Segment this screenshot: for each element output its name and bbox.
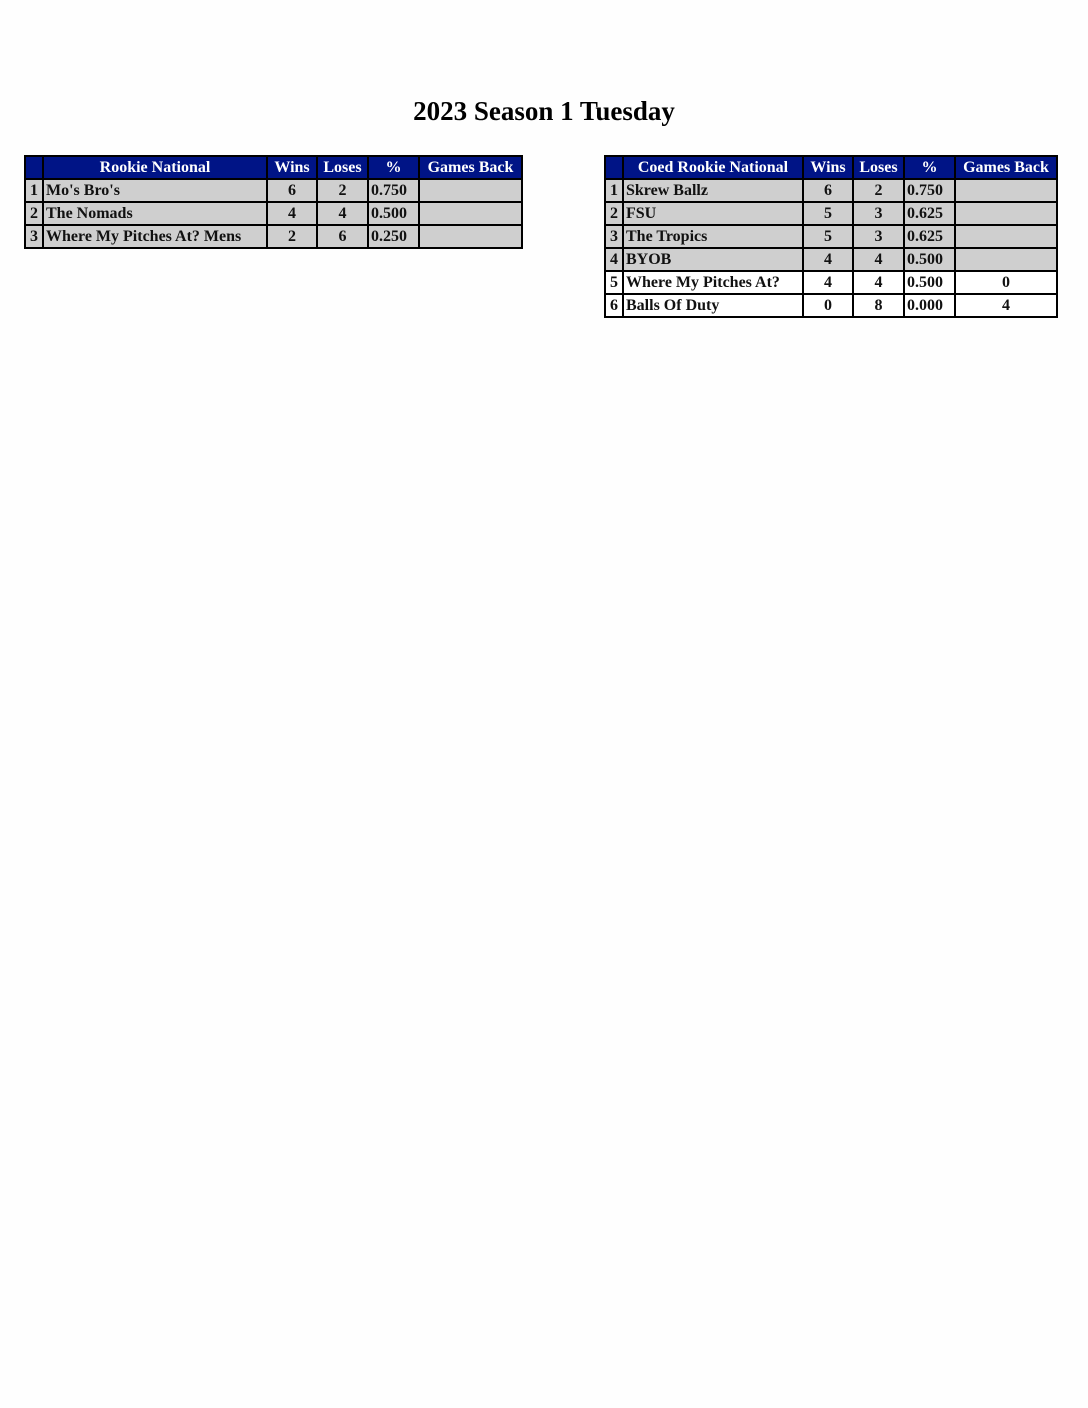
page-title: 2023 Season 1 Tuesday <box>413 96 675 126</box>
pct-cell: 0.750 <box>368 179 419 202</box>
table-header-row <box>605 156 1057 179</box>
loses-cell: 8 <box>853 294 904 317</box>
loses-header: Loses <box>853 156 904 179</box>
pct-cell: 0.750 <box>904 179 955 202</box>
loses-cell: 4 <box>317 202 368 225</box>
team-cell: Skrew Ballz <box>623 179 803 202</box>
pct-cell: 0.250 <box>368 225 419 248</box>
wins-cell: 5 <box>803 225 853 248</box>
games-back-header: Games Back <box>955 156 1057 179</box>
wins-cell: 0 <box>803 294 853 317</box>
games-back-cell <box>955 225 1057 248</box>
games-back-header: Games Back <box>419 156 522 179</box>
table-row <box>605 271 1057 294</box>
games-back-cell: 0 <box>955 271 1057 294</box>
wins-cell: 4 <box>803 271 853 294</box>
team-cell: FSU <box>623 202 803 225</box>
table-row <box>605 225 1057 248</box>
division-header: Coed Rookie National <box>623 156 803 179</box>
table-row <box>25 202 522 225</box>
standings-table-coed-rookie-national <box>604 155 1058 318</box>
loses-cell: 4 <box>853 271 904 294</box>
table-row <box>605 179 1057 202</box>
wins-header: Wins <box>267 156 317 179</box>
rank-cell: 4 <box>605 248 623 271</box>
games-back-cell <box>955 179 1057 202</box>
wins-cell: 6 <box>267 179 317 202</box>
games-back-cell <box>955 248 1057 271</box>
division-header: Rookie National <box>43 156 267 179</box>
table-row <box>25 225 522 248</box>
pct-cell: 0.500 <box>904 248 955 271</box>
wins-cell: 4 <box>803 248 853 271</box>
team-cell: Balls Of Duty <box>623 294 803 317</box>
wins-cell: 5 <box>803 202 853 225</box>
pct-cell: 0.625 <box>904 225 955 248</box>
rank-cell: 1 <box>605 179 623 202</box>
team-cell: The Tropics <box>623 225 803 248</box>
pct-cell: 0.500 <box>368 202 419 225</box>
team-cell: BYOB <box>623 248 803 271</box>
table-row <box>605 294 1057 317</box>
wins-cell: 4 <box>267 202 317 225</box>
wins-cell: 2 <box>267 225 317 248</box>
pct-header: % <box>904 156 955 179</box>
rank-cell: 3 <box>25 225 43 248</box>
loses-cell: 3 <box>853 202 904 225</box>
loses-cell: 6 <box>317 225 368 248</box>
games-back-cell <box>419 225 522 248</box>
pct-cell: 0.000 <box>904 294 955 317</box>
games-back-cell: 4 <box>955 294 1057 317</box>
pct-header: % <box>368 156 419 179</box>
table-row <box>605 202 1057 225</box>
table-header-row <box>25 156 522 179</box>
standings-table-rookie-national <box>24 155 523 249</box>
wins-header: Wins <box>803 156 853 179</box>
pct-cell: 0.625 <box>904 202 955 225</box>
loses-cell: 2 <box>853 179 904 202</box>
games-back-cell <box>419 202 522 225</box>
rank-header <box>25 156 43 179</box>
rank-cell: 1 <box>25 179 43 202</box>
rank-cell: 2 <box>25 202 43 225</box>
loses-cell: 2 <box>317 179 368 202</box>
team-cell: Where My Pitches At? Mens <box>43 225 267 248</box>
rank-header <box>605 156 623 179</box>
games-back-cell <box>419 179 522 202</box>
table-row <box>605 248 1057 271</box>
team-cell: Mo's Bro's <box>43 179 267 202</box>
loses-header: Loses <box>317 156 368 179</box>
rank-cell: 5 <box>605 271 623 294</box>
wins-cell: 6 <box>803 179 853 202</box>
table-row <box>25 179 522 202</box>
games-back-cell <box>955 202 1057 225</box>
team-cell: The Nomads <box>43 202 267 225</box>
rank-cell: 3 <box>605 225 623 248</box>
rank-cell: 6 <box>605 294 623 317</box>
pct-cell: 0.500 <box>904 271 955 294</box>
loses-cell: 3 <box>853 225 904 248</box>
team-cell: Where My Pitches At? <box>623 271 803 294</box>
loses-cell: 4 <box>853 248 904 271</box>
rank-cell: 2 <box>605 202 623 225</box>
